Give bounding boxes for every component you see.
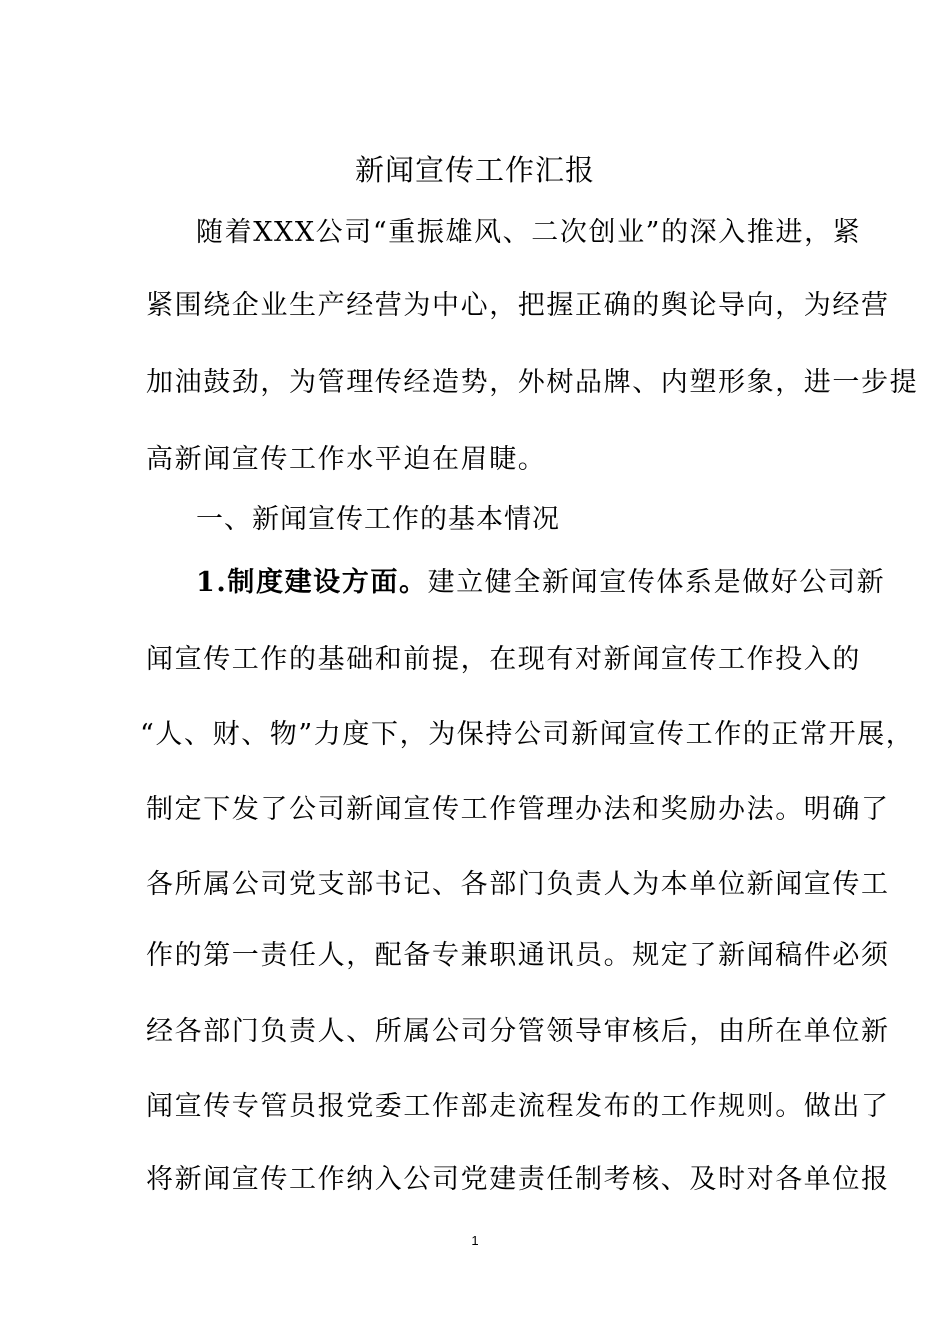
paragraph-line: 加油鼓劲，为管理传经造势，外树品牌、内塑形象，进一步提 — [146, 367, 919, 398]
paragraph-line: 闻宣传工作的基础和前提，在现有对新闻宣传工作投入的 — [146, 644, 861, 675]
paragraph-line: 闻宣传专管员报党委工作部走流程发布的工作规则。做出了 — [146, 1091, 890, 1122]
paragraph-line: 紧围绕企业生产经营为中心，把握正确的舆论导向，为经营 — [146, 290, 890, 321]
page-number: 1 — [471, 1233, 479, 1248]
item-first-line-text: 建立健全新闻宣传体系是做好公司新 — [427, 567, 886, 598]
paragraph-line: 随着XXX公司“重振雄风、二次创业”的深入推进，紧 — [196, 217, 862, 248]
paragraph-line: 作的第一责任人，配备专兼职通讯员。规定了新闻稿件必须 — [146, 940, 890, 971]
section-heading: 一、新闻宣传工作的基本情况 — [196, 504, 560, 535]
paragraph-line: 各所属公司党支部书记、各部门负责人为本单位新闻宣传工 — [146, 869, 890, 900]
paragraph-line: “人、财、物”力度下，为保持公司新闻宣传工作的正常开展， — [140, 719, 915, 750]
paragraph-line: 高新闻宣传工作水平迫在眉睫。 — [146, 444, 547, 475]
document-title: 新闻宣传工作汇报 — [354, 153, 595, 187]
paragraph-line: 将新闻宣传工作纳入公司党建责任制考核、及时对各单位报 — [146, 1164, 890, 1195]
item-label: 1.制度建设方面。 — [196, 567, 428, 598]
paragraph-line: 经各部门负责人、所属公司分管领导审核后，由所在单位新 — [146, 1016, 890, 1047]
paragraph-line: 制定下发了公司新闻宣传工作管理办法和奖励办法。明确了 — [146, 794, 890, 825]
item-first-line — [196, 563, 886, 603]
